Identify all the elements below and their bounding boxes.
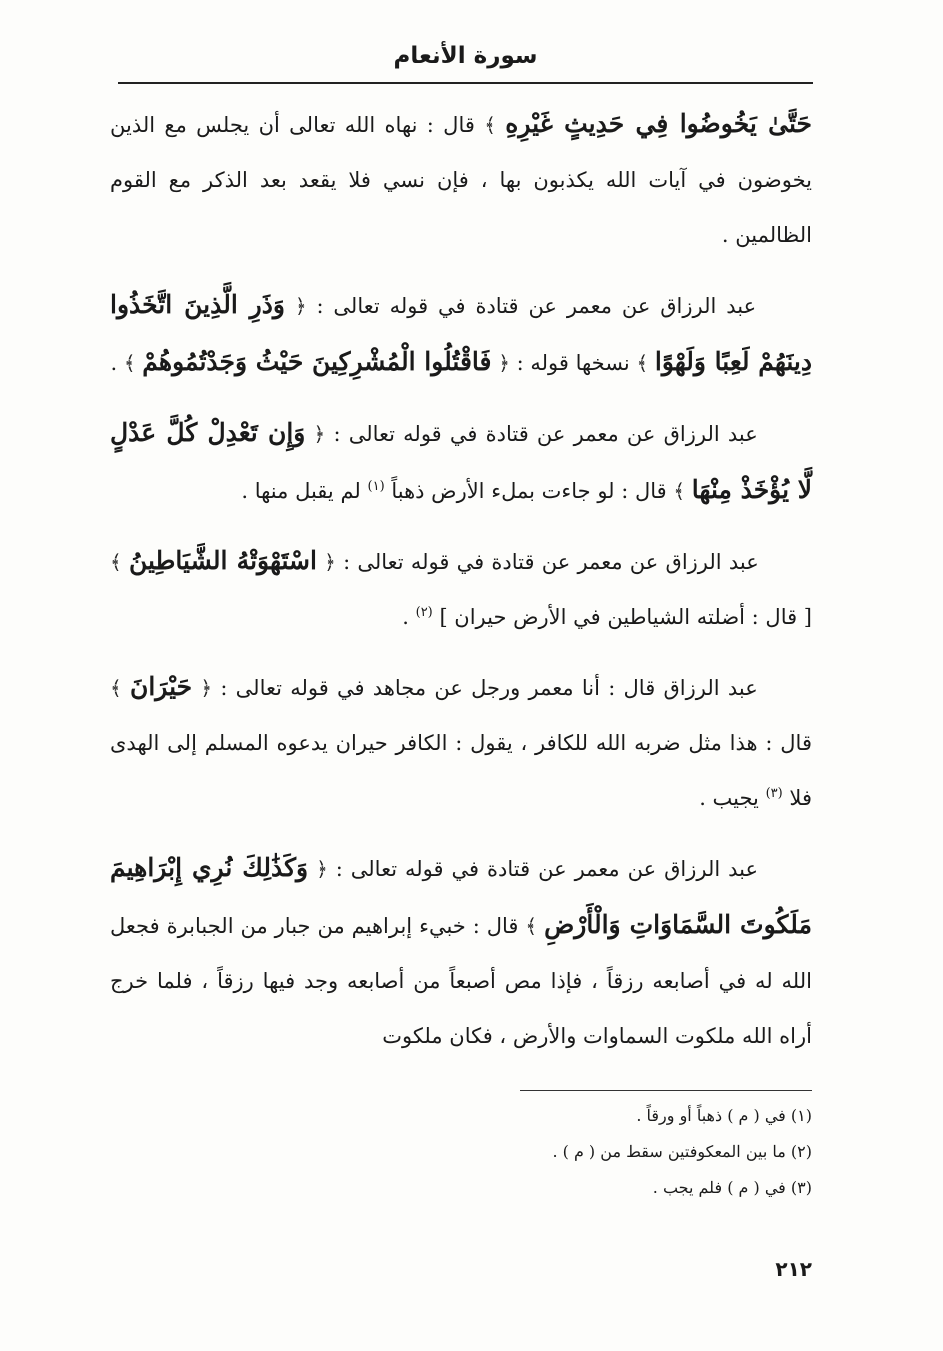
- footnotes: [110, 1098, 812, 1206]
- footnote-ref-3[interactable]: (٣): [765, 786, 783, 801]
- commentary: قال : خبيء إبراهيم من جبار من الجبابرة فجعل الله له في أصابعه رزقاً ، فإذا مص أصبعاً من أصابعه وجد فيها رزقاً ، فلما خرج أراه الله ملكوت السماوات والأرض ، فكان ملكوت: [110, 914, 812, 1048]
- commentary: قال : لو جاءت بملء الأرض ذهباً: [391, 479, 667, 503]
- quran-verse: حَتَّىٰ يَخُوضُوا فِي حَدِيثٍ غَيْرِهِ: [505, 109, 812, 138]
- page-header: [118, 36, 813, 76]
- paragraph-1: [110, 96, 812, 263]
- commentary-end: .: [110, 351, 118, 375]
- close-bracket: ﴾: [110, 676, 122, 700]
- open-bracket: ﴿: [498, 351, 510, 375]
- footnote-ref-2[interactable]: (٢): [415, 605, 433, 620]
- quran-verse: وَإِن تَعْدِلْ كُلَّ عَدْلٍ لَّا يُؤْخَذْ مِنْهَا: [110, 418, 812, 504]
- quran-verse: وَذَرِ الَّذِينَ اتَّخَذُوا دِينَهُمْ لَعِبًا وَلَهْوًا: [110, 290, 812, 376]
- page-number: ٢١٢: [775, 1257, 812, 1281]
- commentary-end: لم يقبل منها .: [241, 479, 361, 503]
- quran-verse: حَيْرَانَ: [129, 672, 193, 701]
- close-bracket: ﴾: [525, 914, 538, 938]
- quran-verse: وَكَذَٰلِكَ نُرِي إِبْرَاهِيمَ مَلَكُوتَ السَّمَاوَاتِ وَالْأَرْضِ: [110, 853, 812, 939]
- isnad: عبد الرزاق عن معمر عن قتادة في قوله تعالى :: [343, 550, 759, 574]
- close-bracket: ﴾: [636, 351, 649, 375]
- main-text: [110, 96, 812, 1064]
- paragraph-2: [110, 277, 812, 391]
- header-divider: [118, 82, 813, 84]
- close-bracket: ﴾: [110, 550, 122, 574]
- isnad: عبد الرزاق عن معمر عن قتادة في قوله تعالى :: [316, 294, 757, 318]
- open-bracket: ﴿: [316, 857, 328, 881]
- quran-verse: فَاقْتُلُوا الْمُشْرِكِينَ حَيْثُ وَجَدْتُمُوهُمْ: [142, 347, 492, 376]
- commentary: قال : هذا مثل ضربه الله للكافر ، يقول : الكافر حيران يدعوه المسلم إلى الهدى فلا: [110, 731, 812, 810]
- open-bracket: ﴿: [200, 676, 213, 700]
- isnad: عبد الرزاق قال : أنا معمر ورجل عن مجاهد في قوله تعالى :: [220, 676, 758, 700]
- commentary-end: يجيب .: [699, 786, 759, 810]
- commentary-end: .: [402, 605, 409, 629]
- footnote-divider: [520, 1090, 812, 1091]
- close-bracket: ﴾: [673, 479, 686, 503]
- commentary: قال : نهاه الله تعالى أن يجلس مع الذين يخوضون في آيات الله يكذبون بها ، فإن نسي فلا يقعد بعد الذكر مع القوم الظالمين .: [110, 113, 812, 247]
- commentary: نسخها قوله :: [516, 351, 630, 375]
- open-bracket: ﴿: [313, 422, 326, 446]
- surah-title: سورة الأنعام: [393, 43, 538, 69]
- isnad: عبد الرزاق عن معمر عن قتادة في قوله تعالى :: [333, 422, 758, 446]
- close-bracket: ﴾: [123, 351, 136, 375]
- footnote-ref-1[interactable]: (١): [367, 479, 385, 494]
- commentary: [ قال : أضلته الشياطين في الأرض حيران ]: [439, 605, 812, 629]
- open-bracket: ﴿: [324, 550, 336, 574]
- isnad: عبد الرزاق عن معمر عن قتادة في قوله تعالى :: [335, 857, 759, 881]
- paragraph-3: [110, 405, 812, 519]
- quran-verse: اسْتَهْوَتْهُ الشَّيَاطِينُ: [128, 546, 317, 575]
- footnote-3: (٣) في ( م ) فلم يجب .: [652, 1178, 812, 1197]
- open-bracket: ﴿: [294, 294, 307, 318]
- footnote-2: (٢) ما بين المعكوفتين سقط من ( م ) .: [552, 1142, 812, 1161]
- paragraph-4: [110, 533, 812, 645]
- paragraph-6: [110, 840, 812, 1064]
- close-bracket: ﴾: [484, 113, 496, 137]
- paragraph-5: [110, 659, 812, 826]
- footnote-1: (١) في ( م ) ذهباً أو ورقاً .: [636, 1106, 812, 1125]
